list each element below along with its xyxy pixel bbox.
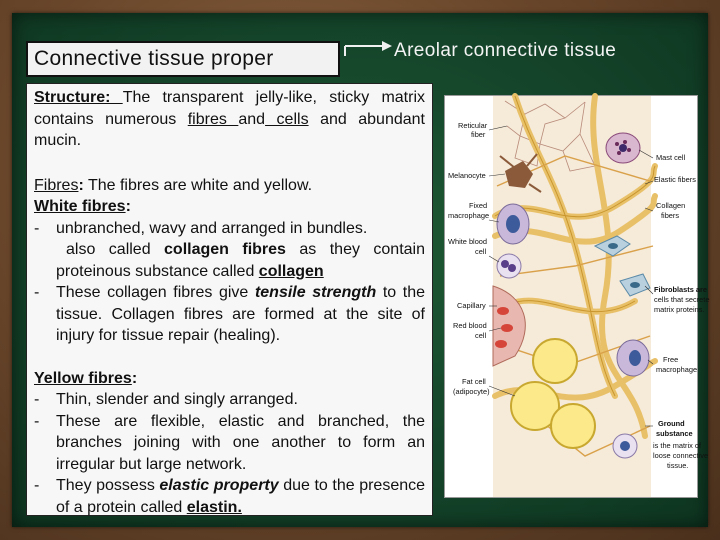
list-item-text: unbranched, wavy and arranged in bundles.: [56, 219, 368, 237]
fibres-colon: :: [78, 176, 84, 194]
arrow-icon: [344, 38, 394, 58]
bullet-dash: -: [34, 477, 40, 494]
label-ground: Ground: [658, 419, 685, 428]
fibres-heading: Fibres: [34, 176, 79, 194]
diagram-illustration: [445, 96, 710, 497]
continuation-text-2: as they contain proteinous substance called: [56, 241, 425, 280]
collagen-fibres-term: collagen fibres: [164, 241, 286, 258]
label-ground-3: is the matrix of: [653, 441, 702, 450]
elastin-term: elastin.: [186, 498, 242, 516]
label-fibroblast: Fibroblasts are: [654, 285, 707, 294]
label-reticular: Reticular: [458, 121, 488, 130]
fibres-term: fibres: [187, 110, 239, 128]
label-ground-2: substance: [656, 429, 693, 438]
fibres-text: The fibres are white and yellow.: [83, 176, 313, 194]
label-wbc-2: cell: [475, 247, 487, 256]
list-item-text: Thin, slender and singly arranged.: [56, 391, 298, 408]
collagen-term: collagen: [258, 262, 324, 280]
label-free-2: macrophage: [656, 365, 698, 374]
yellow-fibres-colon: :: [131, 369, 138, 387]
label-reticular-2: fiber: [471, 130, 486, 139]
bullet-dash: -: [34, 284, 40, 301]
ground-cells: [613, 434, 637, 458]
list-item: [34, 389, 425, 411]
list-item: [34, 411, 425, 476]
label-ground-4: loose connective: [653, 451, 709, 460]
list-item-text: [56, 282, 425, 347]
structure-text-end: and abundant mucin.: [34, 110, 425, 149]
label-ground-5: tissue.: [667, 461, 689, 470]
elastic-property-term: elastic property: [159, 477, 279, 494]
text-panel: [26, 83, 433, 516]
list-item: [34, 282, 425, 347]
label-collagen: Collagen: [656, 201, 686, 210]
label-fibroblast-3: matrix proteins.: [654, 305, 705, 314]
bullet-dash: -: [34, 219, 40, 237]
text-segment: They possess: [56, 477, 160, 494]
list-item: [34, 218, 425, 240]
tensile-strength-term: tensile strength: [254, 284, 377, 301]
label-fibroblast-2: cells that secrete: [654, 295, 710, 304]
slide-title-text: Connective tissue proper: [34, 47, 274, 70]
continuation-text: also called: [66, 241, 165, 258]
yellow-fibres-heading: [34, 368, 425, 390]
label-elastic: Elastic fibers: [654, 175, 696, 184]
bullet-dash: -: [34, 391, 40, 408]
and-text: and: [238, 110, 266, 128]
mast-cell: [606, 133, 640, 163]
white-fibres-colon: :: [125, 198, 131, 215]
label-fixed-2: macrophage: [448, 211, 490, 220]
list-item: [34, 475, 425, 518]
label-wbc: White blood: [448, 237, 488, 246]
slide-title: [26, 41, 340, 77]
list-item-text: These are flexible, elastic and branched, the branches joining with one another to form an irregular but large network.: [56, 412, 425, 473]
structure-paragraph: [34, 87, 425, 152]
label-fixed: Fixed: [469, 201, 488, 210]
text-segment: due to the presence of a protein called: [56, 477, 426, 516]
bullet-dash: -: [34, 412, 40, 430]
label-mast: Mast cell: [656, 153, 686, 162]
list-item-continuation: [34, 239, 425, 282]
yellow-fibres-heading-text: Yellow fibres: [34, 369, 132, 387]
text-segment: These collagen fibres give: [56, 284, 255, 301]
white-blood-cell: [497, 254, 521, 278]
label-free: Free: [663, 355, 679, 364]
fixed-macrophage-cell: [497, 204, 529, 244]
list-item-text: [56, 475, 425, 518]
label-collagen-2: fibers: [661, 211, 680, 220]
label-rbc: Red blood: [453, 321, 487, 330]
slide-subtitle: Areolar connective tissue: [394, 40, 617, 61]
white-fibres-heading: [34, 196, 425, 218]
structure-heading: Structure:: [34, 89, 123, 106]
label-melanocyte: Melanocyte: [448, 171, 486, 180]
cells-term: cells: [265, 110, 309, 128]
label-fat: Fat cell: [462, 377, 486, 386]
free-macrophage-cell: [617, 340, 649, 376]
white-fibres-heading-text: White fibres: [34, 198, 126, 215]
label-rbc-2: cell: [475, 331, 487, 340]
areolar-tissue-diagram: [444, 95, 710, 498]
text-segment: to the tissue. Collagen fibres are formed at the site of injury for tissue repair (healing).: [56, 284, 426, 344]
structure-text: The transparent jelly-like, sticky matrix contains numerous: [34, 89, 425, 128]
label-fat-2: (adipocyte): [453, 387, 490, 396]
label-capillary: Capillary: [457, 301, 486, 310]
fibres-paragraph: [34, 175, 425, 197]
